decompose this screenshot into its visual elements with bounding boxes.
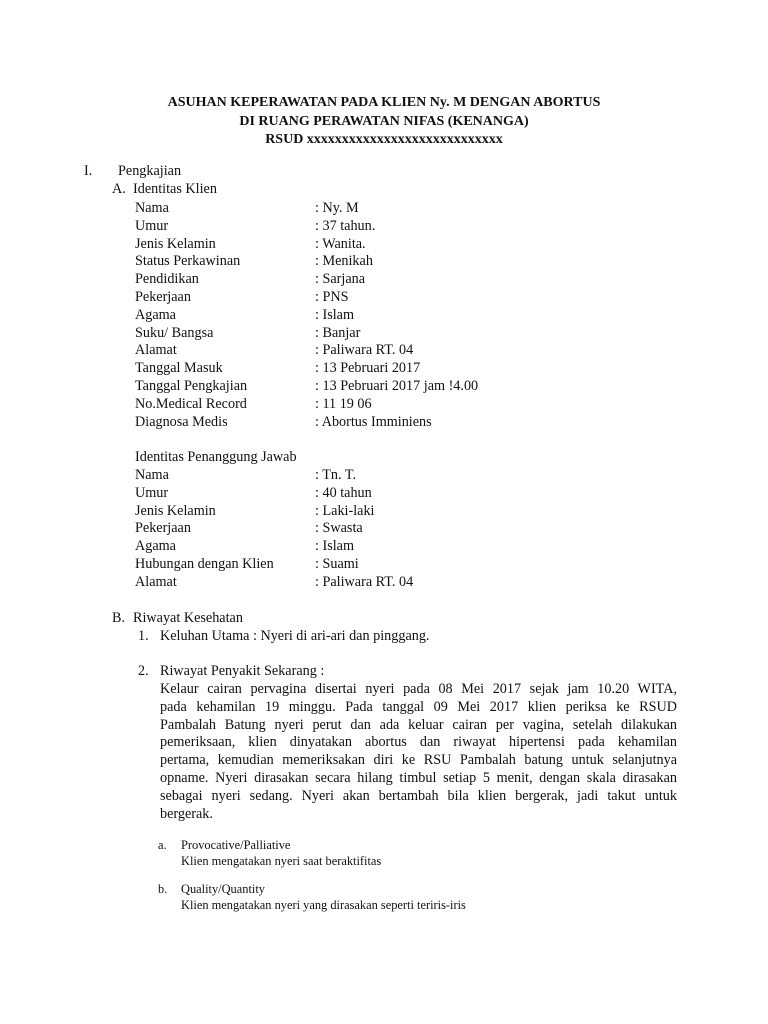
sub-a-letter: a. — [158, 838, 167, 852]
doc-title-line2: DI RUANG PERAWATAN NIFAS (KENANGA) — [239, 114, 529, 129]
table-row — [135, 342, 478, 360]
field-value: : PNS — [315, 288, 349, 305]
item-2-number: 2. — [138, 663, 149, 679]
field-label: Nama — [135, 467, 169, 483]
table-row — [135, 307, 478, 325]
paragraph-line: pertama, kemudian memeriksakan diri ke RSU Pambalah batung untuk selanjutnya — [160, 752, 677, 769]
paragraph-line: Pambalah Batung nyeri perut dan ada keluar cairan per vagina, setelah dilakukan — [160, 716, 677, 733]
field-value: : 13 Pebruari 2017 jam !4.00 — [315, 377, 479, 394]
chief-complaint: Keluhan Utama : Nyeri di ari-ari dan pinggang. — [160, 628, 430, 644]
field-value: : Suami — [315, 555, 359, 572]
present-illness-paragraph — [160, 681, 677, 823]
table-row — [135, 325, 478, 343]
table-row — [135, 218, 478, 236]
field-value: : Wanita. — [315, 235, 366, 252]
table-row — [135, 289, 478, 307]
field-label: Alamat — [135, 342, 177, 359]
field-label: Suku/ Bangsa — [135, 324, 214, 341]
field-label: Alamat — [135, 573, 177, 590]
paragraph-line: sebagai nyeri sedang. Nyeri akan bertambah bila klien bergerak, jadi takut untuk — [160, 787, 677, 804]
field-label: Tanggal Masuk — [135, 360, 223, 377]
table-row — [135, 378, 478, 396]
field-label: Diagnosa Medis — [135, 413, 228, 430]
field-label: Agama — [135, 306, 176, 323]
identity-table — [135, 200, 478, 431]
paragraph-line: Kelaur cairan pervagina disertai nyeri pada 08 Mei 2017 sejak jam 10.20 WITA, — [160, 681, 677, 697]
table-row — [135, 485, 413, 503]
field-value: : 11 19 06 — [315, 395, 372, 412]
field-value: : Islam — [315, 306, 355, 323]
field-value: : Ny. M — [315, 200, 359, 216]
sub-b-text: Klien mengatakan nyeri yang dirasakan seperti teriris-iris — [181, 898, 466, 912]
field-value: : Laki-laki — [315, 502, 375, 519]
table-row — [135, 414, 478, 432]
field-label: Tanggal Pengkajian — [135, 377, 248, 394]
field-label: Pekerjaan — [135, 288, 191, 305]
field-value: : Swasta — [315, 520, 363, 537]
table-row — [135, 503, 413, 521]
sub-a-title: Provocative/Palliative — [181, 838, 291, 852]
field-value: : 40 tahun — [315, 484, 372, 501]
paragraph-line: pada kehamilan 19 minggu. Pada tanggal 09 Mei 2017 klien periksa ke RSUD — [160, 698, 677, 715]
field-value: : Sarjana — [315, 271, 366, 288]
subsection-a-letter: A. — [112, 181, 126, 197]
field-value: : Tn. T. — [315, 467, 356, 483]
table-row — [135, 360, 478, 378]
field-value: : Paliwara RT. 04 — [315, 342, 414, 359]
field-label: Pendidikan — [135, 271, 199, 288]
field-label: Status Perkawinan — [135, 253, 241, 270]
subsection-b-letter: B. — [112, 610, 126, 626]
guardian-title: Identitas Penanggung Jawab — [135, 449, 297, 465]
subsection-a-title: Identitas Klien — [133, 181, 217, 197]
table-row — [135, 236, 478, 254]
field-label: Jenis Kelamin — [135, 502, 216, 519]
present-illness-title: Riwayat Penyakit Sekarang : — [160, 663, 325, 679]
section-number: I. — [84, 163, 93, 179]
paragraph-line: opname. Nyeri dirasakan secara hilang timbul setiap 5 menit, dengan skala dirasakan — [160, 769, 677, 786]
item-1-number: 1. — [138, 628, 149, 644]
guardian-table — [135, 467, 413, 592]
field-label: Agama — [135, 538, 176, 555]
field-value: : Menikah — [315, 253, 373, 270]
field-label: Nama — [135, 200, 169, 216]
table-row — [135, 556, 413, 574]
table-row — [135, 396, 478, 414]
field-value: : 37 tahun. — [315, 217, 376, 234]
paragraph-line: pemeriksaan, klien dinyatakan abortus dan riwayat hipertensi pada kehamilan — [160, 734, 677, 751]
field-label: No.Medical Record — [135, 395, 247, 412]
field-value: : Banjar — [315, 324, 361, 341]
subsection-b-title: Riwayat Kesehatan — [133, 610, 243, 626]
field-value: : Islam — [315, 538, 355, 555]
section-title: Pengkajian — [118, 163, 182, 179]
sub-b-letter: b. — [158, 882, 168, 896]
doc-title-line3: RSUD xxxxxxxxxxxxxxxxxxxxxxxxxxxx — [265, 132, 503, 147]
field-label: Pekerjaan — [135, 520, 191, 537]
table-row — [135, 253, 478, 271]
table-row — [135, 200, 478, 218]
table-row — [135, 271, 478, 289]
field-label: Umur — [135, 484, 169, 501]
table-row — [135, 520, 413, 538]
table-row — [135, 467, 413, 485]
sub-b-title: Quality/Quantity — [181, 882, 265, 896]
field-value: : 13 Pebruari 2017 — [315, 360, 421, 377]
field-label: Hubungan dengan Klien — [135, 555, 274, 572]
field-label: Umur — [135, 217, 169, 234]
paragraph-line: bergerak. — [160, 805, 213, 822]
table-row — [135, 574, 413, 592]
table-row — [135, 538, 413, 556]
field-label: Jenis Kelamin — [135, 235, 216, 252]
doc-title-line1: ASUHAN KEPERAWATAN PADA KLIEN Ny. M DENGAN ABORTUS — [167, 95, 601, 110]
sub-a-text: Klien mengatakan nyeri saat beraktifitas — [181, 854, 382, 868]
field-value: : Paliwara RT. 04 — [315, 573, 414, 590]
field-value: : Abortus Imminiens — [315, 413, 432, 430]
